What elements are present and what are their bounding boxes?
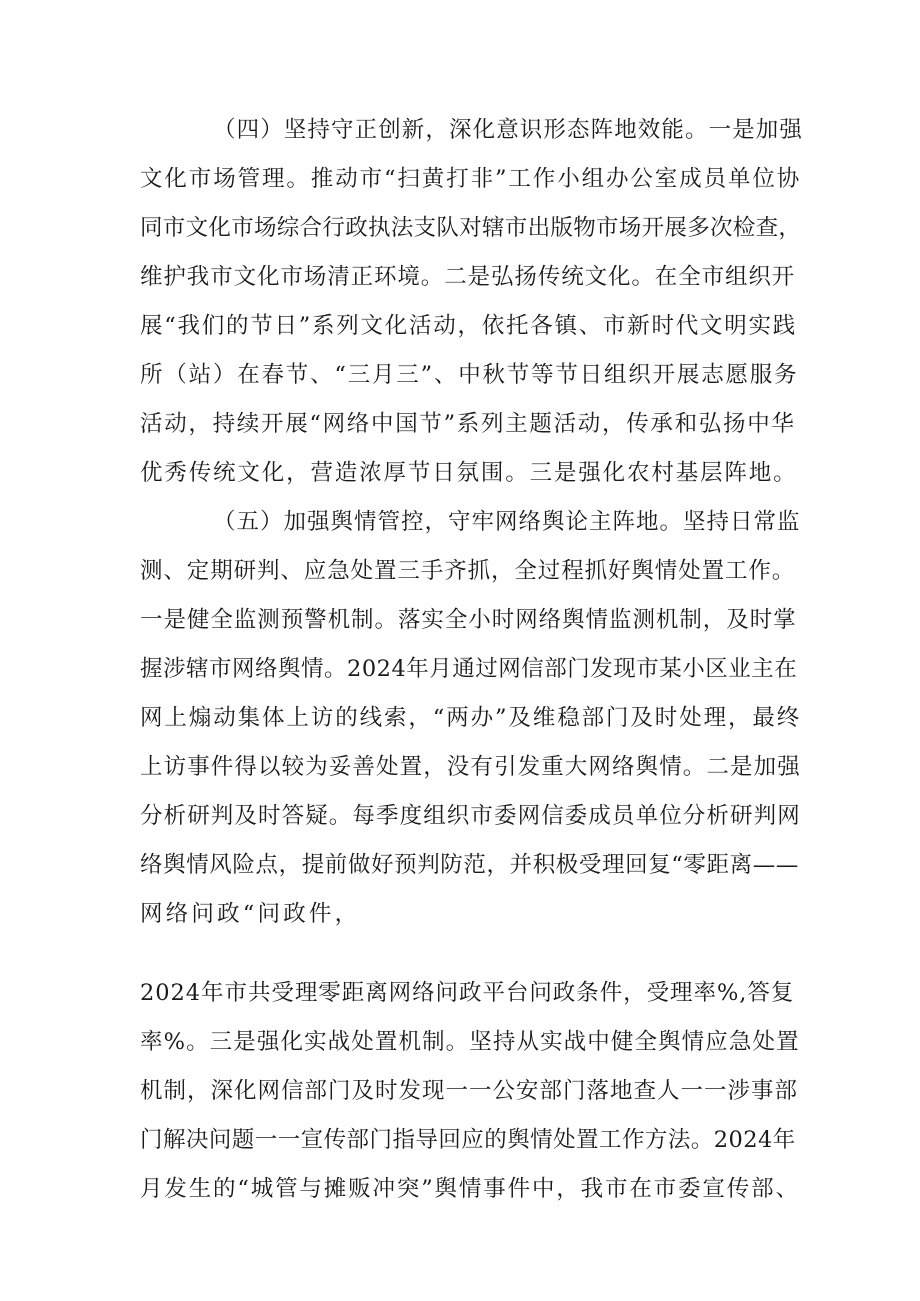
section-four-line-7: 活动，持续开展“网络中国节”系列主题活动，传承和弘扬中华 <box>140 411 796 437</box>
section-four-line-5: 展“我们的节日”系列文化活动，依托各镇、市新时代文明实践 <box>140 313 798 339</box>
section-five-line-6: 上访事件得以较为妥善处置，没有引发重大网络舆情。二是加强 <box>140 754 801 780</box>
continuation-line-3: 机制，深化网信部门及时发现一一公安部门落地查人一一涉事部 <box>140 1078 799 1104</box>
section-four-line-8: 优秀传统文化，营造浓厚节日氛围。三是强化农村基层阵地。 <box>140 460 798 486</box>
section-five-line-5: 网上煽动集体上访的线索，“两办”及维稳部门及时处理，最终 <box>140 705 802 731</box>
section-four-line-4: 维护我市文化市场清正环境。二是弘扬传统文化。在全市组织开 <box>140 264 796 290</box>
continuation-line-1: 2024年市共受理零距离网络问政平台问政条件，受理率%,答复 <box>140 980 795 1006</box>
section-five-line-4: 握涉辖市网络舆情。2024年月通过网信部门发现市某小区业主在 <box>140 656 798 682</box>
section-five-line-3: 一是健全监测预警机制。落实全小时网络舆情监测机制，及时掌 <box>140 607 797 633</box>
section-four-line-6: 所（站）在春节、“三月三”、中秋节等节日组织开展志愿服务 <box>140 362 799 388</box>
continuation-line-2: 率%。三是强化实战处置机制。坚持从实战中健全舆情应急处置 <box>140 1029 800 1055</box>
continuation-line-4: 门解决问题一一宣传部门指导回应的舆情处置工作方法。2024年 <box>140 1127 796 1153</box>
continuation-line-5: 月发生的“城管与摊贩冲突”舆情事件中，我市在市委宣传部、 <box>140 1176 800 1202</box>
section-four-line-2: 文化市场管理。推动市“扫黄打非”工作小组办公室成员单位协 <box>140 166 802 192</box>
section-five-line-7: 分析研判及时答疑。每季度组织市委网信委成员单位分析研判网 <box>140 803 801 829</box>
section-five-line-9: 网络问政“问政件， <box>140 901 361 927</box>
section-four-line-1: （四）坚持守正创新，深化意识形态阵地效能。一是加强 <box>213 117 804 143</box>
section-four-line-3: 同市文化市场综合行政执法支队对辖市出版物市场开展多次检查， <box>140 215 802 241</box>
section-five-line-1: （五）加强舆情管控，守牢网络舆论主阵地。坚持日常监 <box>213 509 801 535</box>
section-five-line-2: 测、定期研判、应急处置三手齐抓，全过程抓好舆情处置工作。 <box>140 558 796 584</box>
section-five-line-8: 络舆情风险点，提前做好预判防范，并积极受理回复“零距离—— <box>140 852 799 878</box>
